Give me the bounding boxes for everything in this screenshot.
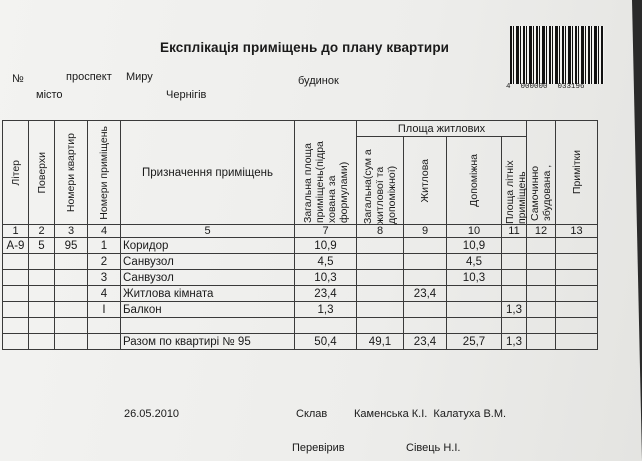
cell-living <box>404 238 447 254</box>
cell-room: 4 <box>88 286 121 302</box>
cell-room: 2 <box>88 254 121 270</box>
footer-date: 26.05.2010 <box>124 408 180 420</box>
header-total-sum: Загальна(сум а житлової та допоміжної) <box>357 137 404 225</box>
cell-aux <box>447 286 502 302</box>
cell-unauth <box>527 318 556 334</box>
cell-apt: 95 <box>55 238 88 254</box>
total-area: 50,4 <box>295 334 357 350</box>
cell-apt <box>55 286 88 302</box>
document-title: Експлікація приміщень до плану квартири <box>160 40 450 55</box>
total-row <box>3 334 598 350</box>
cell-total: 23,4 <box>295 286 357 302</box>
header-room-numbers: Номери приміщень <box>88 121 121 225</box>
cell-aux <box>447 318 502 334</box>
street-type: проспект <box>66 71 112 83</box>
cell-liter: А-9 <box>3 238 29 254</box>
cell-apt <box>55 318 88 334</box>
table-row <box>3 238 598 254</box>
cell-liter <box>3 286 29 302</box>
cell-summer <box>502 254 527 270</box>
cell-liter <box>3 302 29 318</box>
cell-floor: 5 <box>29 238 55 254</box>
cell-sum <box>357 238 404 254</box>
cell-liter <box>3 318 29 334</box>
table-row <box>3 254 598 270</box>
header-living-group: Площа житлових <box>357 121 527 137</box>
checked-label: Перевірив <box>292 442 345 454</box>
cell-unauth <box>527 270 556 286</box>
cell-total: 10,9 <box>295 238 357 254</box>
header-living: Житлова <box>404 137 447 225</box>
table-row <box>3 318 598 334</box>
cell-floor <box>29 254 55 270</box>
cell-aux: 4,5 <box>447 254 502 270</box>
cell-floor <box>29 302 55 318</box>
cell-living <box>404 254 447 270</box>
checked-name: Сівець Н.І. <box>406 442 461 454</box>
barcode-number <box>506 83 585 91</box>
cell-aux: 10,3 <box>447 270 502 286</box>
cell-purpose: Житлова кімната <box>121 286 295 302</box>
header-apt-numbers: Номери квартир <box>55 121 88 225</box>
header-floors: Поверхи <box>29 121 55 225</box>
street-name: Миру <box>126 71 153 83</box>
cell-purpose: Санвузол <box>121 254 295 270</box>
cell-unauth <box>527 238 556 254</box>
barcode-right: 033196 <box>557 83 585 91</box>
compiled-label: Склав <box>296 408 328 420</box>
header-notes: Примітки <box>556 121 598 225</box>
cell-notes <box>556 302 598 318</box>
total-living: 23,4 <box>404 334 447 350</box>
cell-apt <box>55 254 88 270</box>
cell-sum <box>357 270 404 286</box>
cell-notes <box>556 286 598 302</box>
cell-floor <box>29 318 55 334</box>
barcode-mid: 000000 <box>520 83 548 91</box>
cell-floor <box>29 286 55 302</box>
barcode-left: 4 <box>506 83 511 91</box>
cell-apt <box>55 302 88 318</box>
cell-sum <box>357 318 404 334</box>
cell-total: 10,3 <box>295 270 357 286</box>
cell-aux: 10,9 <box>447 238 502 254</box>
cell-purpose: Коридор <box>121 238 295 254</box>
cell-living <box>404 318 447 334</box>
explication-table <box>2 120 598 350</box>
cell-total: 1,3 <box>295 302 357 318</box>
cell-room <box>88 318 121 334</box>
cell-room: I <box>88 302 121 318</box>
cell-unauth <box>527 302 556 318</box>
cell-unauth <box>527 254 556 270</box>
cell-sum <box>357 286 404 302</box>
table-row <box>3 286 598 302</box>
cell-purpose <box>121 318 295 334</box>
cell-notes <box>556 318 598 334</box>
cell-living <box>404 302 447 318</box>
total-sum: 49,1 <box>357 334 404 350</box>
header-purpose: Призначення приміщень <box>121 121 295 225</box>
cell-purpose: Санвузол <box>121 270 295 286</box>
cell-summer <box>502 286 527 302</box>
total-summer: 1,3 <box>502 334 527 350</box>
header-summer: Площа літніх приміщень <box>502 137 527 225</box>
header-total-area: Загальна площа приміщень(підра хована за формулами) <box>295 121 357 225</box>
total-auxiliary: 25,7 <box>447 334 502 350</box>
cell-summer <box>502 270 527 286</box>
total-label: Разом по квартирі № 95 <box>121 334 295 350</box>
cell-sum <box>357 302 404 318</box>
city-label: місто <box>36 89 63 101</box>
building-label: будинок <box>298 75 339 87</box>
table-row <box>3 302 598 318</box>
header-unauthorized: Самочинно збудована , <box>527 121 556 225</box>
cell-floor <box>29 270 55 286</box>
header-liter: Літер <box>3 121 29 225</box>
cell-unauth <box>527 286 556 302</box>
cell-room: 3 <box>88 270 121 286</box>
cell-notes <box>556 238 598 254</box>
cell-summer <box>502 238 527 254</box>
number-label: № <box>12 73 24 85</box>
cell-liter <box>3 270 29 286</box>
cell-summer <box>502 318 527 334</box>
cell-aux <box>447 302 502 318</box>
cell-notes <box>556 254 598 270</box>
table-row <box>3 270 598 286</box>
cell-purpose: Балкон <box>121 302 295 318</box>
cell-summer: 1,3 <box>502 302 527 318</box>
cell-total <box>295 318 357 334</box>
cell-total: 4,5 <box>295 254 357 270</box>
city-name: Чернігів <box>166 89 207 101</box>
cell-room: 1 <box>88 238 121 254</box>
cell-liter <box>3 254 29 270</box>
compiled-names: Каменська К.І. Калатуха В.М. <box>354 408 507 420</box>
cell-living <box>404 270 447 286</box>
column-number-row: 1 2 3 4 5 7 8 9 10 11 12 13 <box>3 225 598 238</box>
header-auxiliary: Допоміжна <box>447 137 502 225</box>
cell-apt <box>55 270 88 286</box>
cell-notes <box>556 270 598 286</box>
cell-living: 23,4 <box>404 286 447 302</box>
barcode-icon <box>510 26 604 84</box>
cell-sum <box>357 254 404 270</box>
